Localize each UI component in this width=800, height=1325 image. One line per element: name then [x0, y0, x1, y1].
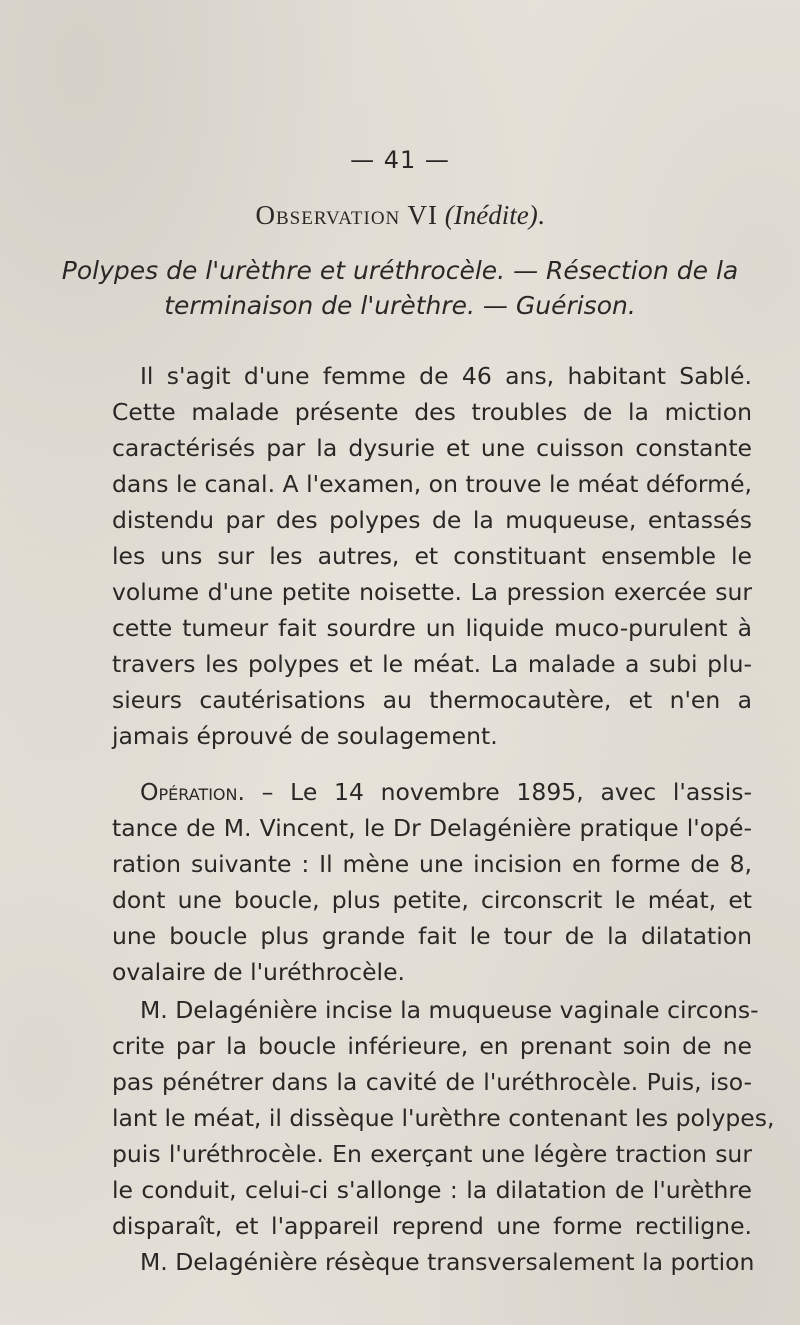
paragraph-2-first-line-text: – Le 14 novembre 1895, avec l'assis- [244, 778, 752, 806]
paragraph-1-line: les uns sur les autres, et constituant ensemble le [112, 542, 752, 570]
paragraph-1-line: Cette malade présente des troubles de la miction [112, 398, 752, 426]
paragraph-3-line: M. Delagénière incise la muqueuse vaginale circons- [140, 996, 759, 1024]
paragraph-1-line: travers les polypes et le méat. La malade a subi plu- [112, 650, 752, 678]
paragraph-1-line: caractérisés par la dysurie et une cuisson constante [112, 434, 752, 462]
paragraph-1-line: sieurs cautérisations au thermocautère, et n'en a [112, 686, 752, 714]
paragraph-2-line: une boucle plus grande fait le tour de la dilatation [112, 922, 752, 950]
paragraph-3-line: M. Delagénière résèque transversalement la portion [140, 1248, 755, 1276]
paragraph-2-first-line [140, 778, 752, 806]
subtitle-line-2: terminaison de l'urèthre. — Guérison. [164, 291, 636, 320]
paragraph-2-line: dont une boucle, plus petite, circonscrit le méat, et [112, 886, 752, 914]
observation-label: Observation VI [255, 200, 439, 230]
paragraph-3-line: lant le méat, il dissèque l'urèthre contenant les polypes, [112, 1104, 775, 1132]
paragraph-3-line: pas pénétrer dans la cavité de l'uréthrocèle. Puis, iso- [112, 1068, 752, 1096]
paragraph-3-line: disparaît, et l'appareil reprend une forme rectiligne. [112, 1212, 752, 1240]
observation-note: (Inédite) [444, 200, 538, 230]
paragraph-3-line: le conduit, celui-ci s'allonge : la dilatation de l'urèthre [112, 1176, 752, 1204]
paragraph-1-line: distendu par des polypes de la muqueuse, entassés [112, 506, 752, 534]
paragraph-2-line: tance de M. Vincent, le Dr Delagénière pratique l'opé- [112, 814, 752, 842]
observation-heading-end: . [537, 200, 545, 230]
observation-heading [0, 200, 800, 231]
paragraph-2-line: ovalaire de l'uréthrocèle. [112, 958, 406, 986]
paragraph-1-line: volume d'une petite noisette. La pression exercée sur [112, 578, 752, 606]
operation-label: Opération. [140, 778, 245, 806]
paragraph-1-line: jamais éprouvé de soulagement. [112, 722, 498, 750]
paragraph-1-line: Il s'agit d'une femme de 46 ans, habitant Sablé. [140, 362, 752, 390]
subtitle-line-1: Polypes de l'urèthre et uréthrocèle. — Résection de la [61, 256, 739, 285]
paragraph-2-line: ration suivante : Il mène une incision en forme de 8, [112, 850, 752, 878]
paragraph-1-line: dans le canal. A l'examen, on trouve le méat déformé, [112, 470, 752, 498]
page-number: — 41 — [350, 146, 450, 174]
paragraph-3-line: puis l'uréthrocèle. En exerçant une légère traction sur [112, 1140, 752, 1168]
paragraph-1-line: cette tumeur fait sourdre un liquide muco-purulent à [112, 614, 752, 642]
paragraph-3-line: crite par la boucle inférieure, en prenant soin de ne [112, 1032, 752, 1060]
